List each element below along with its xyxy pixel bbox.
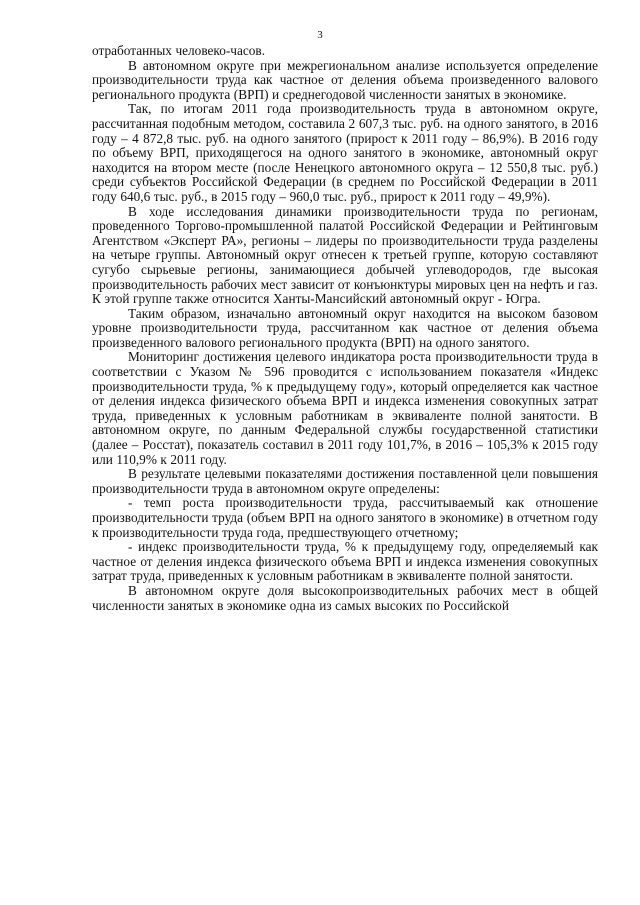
paragraph: Таким образом, изначально автономный округ находится на высоком базовом уровне производительности труда, рассчитанном как частное от деления объема произведенного валового регионального продукта (ВРП) на одного занятого.	[92, 305, 598, 350]
paragraph: - индекс производительности труда, % к предыдущему году, определяемый как частное от деления индекса физического объема ВРП и индекса изменения совокупных затрат труда, приведенных к условным работникам в эквиваленте полной занятости.	[92, 539, 598, 584]
paragraph: В ходе исследования динамики производительности труда по регионам, проведенного Торгово-промышленной палатой Российской Федерации и Рейтинговым Агентством «Эксперт РА», регионы – лидеры по производительности труда разделены на четыре группы. Автономный округ отнесен к третьей группе, которую составляют сугубо сырьевые регионы, занимающиеся добычей углеводородов, где высокая производительность рабочих мест зависит от конъюнктуры мировых цен на нефть и газ. К этой группе также относится Ханты-Мансийский автономный округ - Югра.	[92, 203, 598, 307]
page-number: 3	[317, 29, 323, 41]
paragraph: В результате целевыми показателями достижения поставленной цели повышения производительности труда в автономном округе определены:	[92, 466, 598, 496]
document-body	[92, 44, 598, 613]
paragraph: В автономном округе при межрегиональном анализе используется определение производительности труда как частное от деления объема произведенного валового регионального продукта (ВРП) и среднегодовой численности занятых в экономике.	[92, 57, 598, 102]
paragraph: Мониторинг достижения целевого индикатора роста производительности труда в соответствии с Указом № 596 проводится с использованием показателя «Индекс производительности труда, % к предыдущему году», который определяется как частное от деления индекса физического объема ВРП и индекса изменения совокупных затрат труда, приведенных к условным работникам в эквиваленте полной занятости. В автономном округе, по данным Федеральной службы государственной статистики (далее – Росстат), показатель составил в 2011 году 101,7%, в 2016 – 105,3% к 2015 году или 110,9% к 2011 году.	[92, 349, 598, 467]
paragraph: отработанных человеко-часов.	[92, 43, 266, 58]
paragraph: В автономном округе доля высокопроизводительных рабочих мест в общей численности занятых в экономике одна из самых высоких по Российской	[92, 582, 598, 613]
paragraph: Так, по итогам 2011 года производительность труда в автономном округе, рассчитанная подобным методом, составила 2 607,3 тыс. руб. на одного занятого, в 2016 году – 4 872,8 тыс. руб. на одного занятого (прирост к 2011 году – 86,9%). В 2016 году по объему ВРП, приходящегося на одного занятого в экономике, автономный округ находится на втором месте (после Ненецкого автономного округа – 12 550,8 тыс. руб.) среди субъектов Российской Федерации (в среднем по Российской Федерации в 2011 году 640,6 тыс. руб., в 2015 году – 960,0 тыс. руб., прирост к 2011 году – 49,9%).	[92, 101, 598, 204]
paragraph: - темп роста производительности труда, рассчитываемый как отношение производительности труда (объем ВРП на одного занятого в экономике) в отчетном году к производительности труда года, предшествующего отчетному;	[92, 495, 598, 540]
